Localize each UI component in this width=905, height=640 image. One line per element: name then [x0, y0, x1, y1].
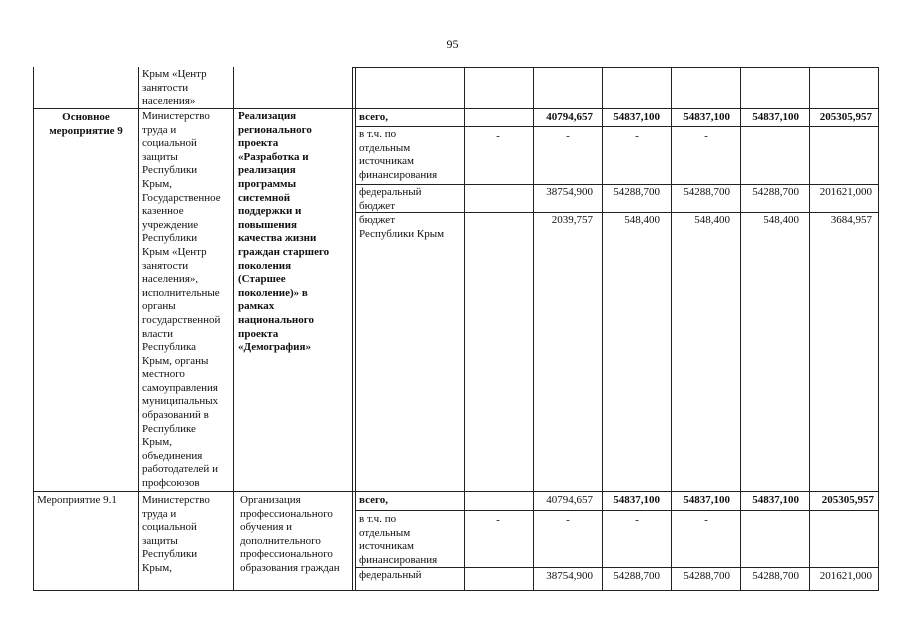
row-source-total: всего, [359, 494, 388, 506]
cell-dash: - [704, 514, 708, 526]
cell-value: 54288,700 [613, 570, 660, 582]
main-event-title: Реализация регионального проекта «Разработка и реализация программы системной поддержки и повышения качества жизни граждан старшего поколения (Старшее поколение)» в рамках национального проекта «Демография» [238, 110, 330, 354]
cell-value: 54288,700 [683, 186, 730, 198]
cell-value: 548,400 [694, 214, 730, 226]
main-event-executor: Министерство труда и социальной защиты Республики Крым, Государственное казенное учреждение Республики Крым «Центр занятости населения», исполнительные органы государственной власти Республика Крым, органы местного самоуправления муниципальных образований в Республике Крым, объединения работодателей и профсоюзов [142, 110, 221, 490]
column-divider [740, 67, 741, 591]
row-source-federal: федеральный [359, 569, 422, 581]
row-divider [355, 126, 879, 127]
row-divider [352, 67, 879, 68]
event-9-1-name: Мероприятие 9.1 [37, 494, 117, 506]
cell-dash: - [566, 514, 570, 526]
cell-value: 54288,700 [752, 186, 799, 198]
cell-value: 54837,100 [683, 111, 730, 123]
row-divider [355, 510, 879, 511]
row-source-federal: федеральный бюджет [359, 186, 422, 212]
cell-value: 201621,000 [819, 186, 872, 198]
cell-value: 3684,957 [830, 214, 872, 226]
cell-value: 205305,957 [819, 111, 872, 123]
page-number: 95 [446, 37, 459, 51]
cell-dash: - [496, 514, 500, 526]
cell-dash: - [635, 514, 639, 526]
cell-dash: - [635, 130, 639, 142]
cell-value: 205305,957 [821, 494, 874, 506]
table-border-bottom [33, 590, 879, 591]
cell-value: 54837,100 [752, 494, 799, 506]
cell-value: 54837,100 [752, 111, 799, 123]
table-border-right [878, 67, 879, 591]
main-event-name: Основное мероприятие 9 [49, 111, 123, 137]
row-source-breakdown: в т.ч. по отдельным источникам финансирования [359, 128, 438, 181]
cell-value: 2039,757 [551, 214, 593, 226]
column-divider [138, 67, 139, 591]
column-divider [355, 67, 356, 591]
cell-dash: - [566, 130, 570, 142]
column-divider [602, 67, 603, 591]
event-9-1-title: Организация профессионального обучения и дополнительного профессионального образования граждан [240, 494, 340, 574]
cell-value: 54288,700 [752, 570, 799, 582]
cell-value: 40794,657 [546, 111, 593, 123]
column-divider [671, 67, 672, 591]
cell-value: 548,400 [624, 214, 660, 226]
cell-value: 548,400 [763, 214, 799, 226]
cell-dash: - [704, 130, 708, 142]
cell-value: 40794,657 [546, 494, 593, 506]
column-divider [809, 67, 810, 591]
row-source-regional: бюджет Республики Крым [359, 214, 445, 240]
cell-value: 54837,100 [613, 494, 660, 506]
cell-dash: - [496, 130, 500, 142]
cell-value: 38754,900 [546, 570, 593, 582]
cell-value: 54837,100 [683, 494, 730, 506]
row-source-total: всего, [359, 111, 388, 123]
column-divider [464, 67, 465, 591]
cell-value: 54288,700 [613, 186, 660, 198]
column-divider [352, 67, 353, 591]
cell-value: 54837,100 [613, 111, 660, 123]
row-divider [33, 491, 879, 492]
row-divider [355, 184, 879, 185]
event-9-1-executor: Министерство труда и социальной защиты Республики Крым, [142, 494, 210, 574]
cell-value: 201621,000 [819, 570, 872, 582]
cell-value: 54288,700 [683, 570, 730, 582]
cell-value: 38754,900 [546, 186, 593, 198]
column-divider [533, 67, 534, 591]
table-border-left [33, 67, 34, 591]
row-source-breakdown: в т.ч. по отдельным источникам финансирования [359, 513, 438, 566]
continuation-executor: Крым «Центр занятости населения» [142, 68, 207, 108]
